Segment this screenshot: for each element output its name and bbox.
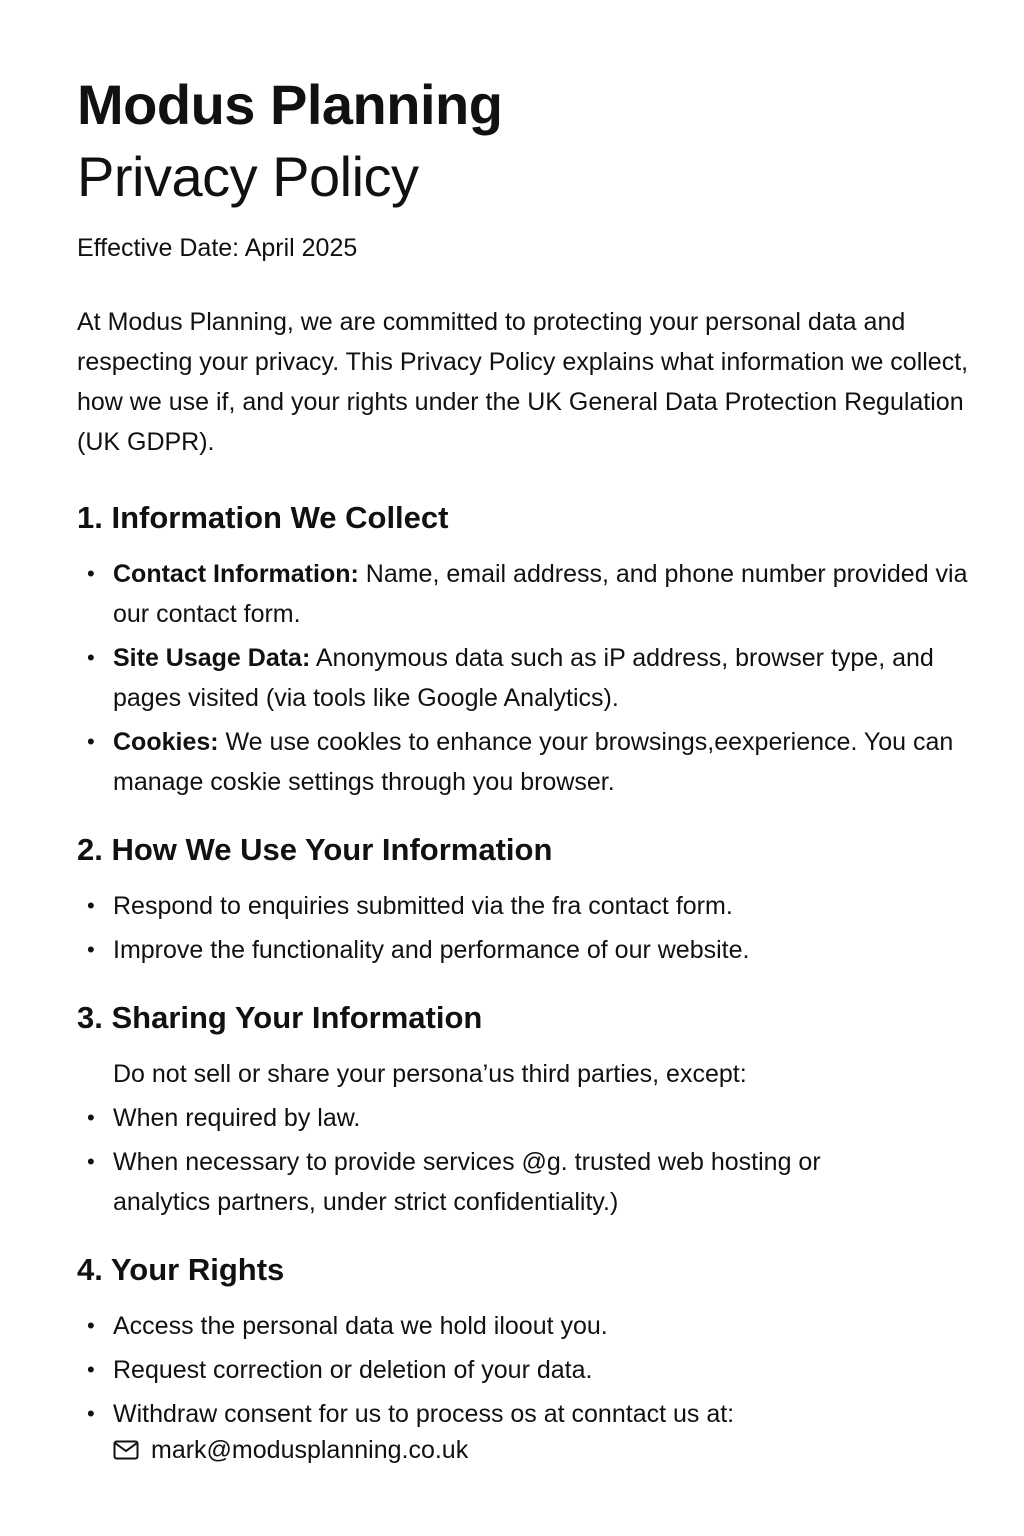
- list-item: [77, 722, 974, 802]
- list-item: [77, 1098, 974, 1138]
- section-sharing: [77, 998, 974, 1222]
- effective-date: Effective Date: April 2025: [77, 234, 358, 262]
- list-item-term: Contact Information:: [113, 560, 359, 588]
- information-list: [77, 554, 974, 802]
- bullet-icon: •: [87, 937, 95, 962]
- list-item-term: Cookies:: [113, 728, 219, 756]
- list-item: [77, 1350, 974, 1390]
- section-lead: Do not sell or share your persona’us third parties, except:: [113, 1060, 747, 1088]
- list-item-text: Anonymous data such as iP address, browser type, and pages visited (via tools like Google Analytics).: [113, 644, 934, 712]
- list-item-term: Site Usage Data:: [113, 644, 311, 672]
- list-item: [77, 886, 974, 926]
- brand-title: Modus Planning: [77, 73, 503, 136]
- contact-email-line: [113, 1430, 974, 1470]
- section-heading: 3. Sharing Your Information: [77, 1000, 483, 1035]
- list-item-text: We use cookles to enhance your browsings,eexperience. You can manage coskie settings through you browser.: [113, 728, 954, 796]
- sharing-list: [77, 1098, 974, 1222]
- bullet-icon: •: [87, 645, 95, 670]
- list-item: [77, 1306, 974, 1346]
- rights-list: [77, 1306, 974, 1470]
- list-item-text: Withdraw consent for us to process os at conntact us at:: [113, 1400, 735, 1428]
- bullet-icon: •: [87, 1357, 95, 1382]
- bullet-icon: •: [87, 1105, 95, 1130]
- list-item-text: Name, email address, and phone number provided via our contact form.: [113, 560, 968, 628]
- section-heading: 2. How We Use Your Information: [77, 832, 553, 867]
- envelope-icon: [113, 1440, 139, 1460]
- list-item-text: When required by law.: [113, 1104, 361, 1132]
- list-item-text: Access the personal data we hold iloout you.: [113, 1312, 608, 1340]
- page-title: Privacy Policy: [77, 145, 419, 208]
- list-item-text: Request correction or deletion of your data.: [113, 1356, 593, 1384]
- section-your-rights: [77, 1250, 974, 1470]
- section-information-we-collect: [77, 498, 974, 802]
- list-item-text: When necessary to provide services @g. trusted web hosting or analytics partners, under strict confidentiality.): [113, 1148, 821, 1216]
- list-item: [77, 930, 974, 970]
- section-heading: 1. Information We Collect: [77, 500, 449, 535]
- list-item: [77, 1142, 913, 1222]
- bullet-icon: •: [87, 893, 95, 918]
- list-item: [77, 638, 974, 718]
- bullet-icon: •: [87, 729, 95, 754]
- bullet-icon: •: [87, 1149, 95, 1174]
- bullet-icon: •: [87, 561, 95, 586]
- section-heading: 4. Your Rights: [77, 1252, 285, 1287]
- bullet-icon: •: [87, 1401, 95, 1426]
- list-item: [77, 554, 973, 634]
- list-item-text: Respond to enquiries submitted via the fra contact form.: [113, 892, 733, 920]
- list-item: [77, 1394, 974, 1470]
- list-item-text: Improve the functionality and performance of our website.: [113, 936, 750, 964]
- usage-list: [77, 886, 974, 970]
- intro-paragraph: At Modus Planning, we are committed to protecting your personal data and respecting your privacy. This Privacy Policy explains what information we collect, how we use if, and your rights under the UK General Data Protection Regulation (UK GDPR).: [77, 308, 969, 456]
- contact-email-link[interactable]: mark@modusplanning.co.uk: [151, 1436, 469, 1464]
- section-how-we-use: [77, 830, 974, 970]
- bullet-icon: •: [87, 1313, 95, 1338]
